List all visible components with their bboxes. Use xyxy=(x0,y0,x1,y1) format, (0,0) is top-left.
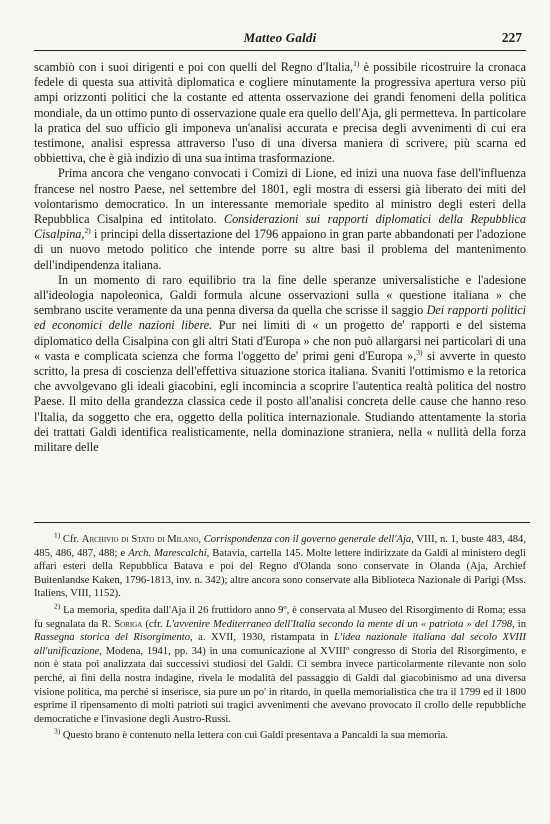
footnote-3: $^{3)}$ Questo brano è contenuto nella lettera con cui Galdi presentava a Pancaldi la sua memoria. xyxy=(54,726,448,742)
paragraph: In un momento di raro equilibrio tra la fine delle speranze universalistiche e l'adesione all'ideologia napoleonica, Galdi formula alcune osservazioni sulla « questione italiana » che sembrano uscite veramente da una penna diversa da quella che scrisse il saggio Dei rapporti politici ed economici delle nazioni libere. Pur nei limiti di « un progetto de' rapporti e del sistema diplomatico della Cisalpina con gli altri Stati d'Europa » che non può allargarsi nei particolari di una « vasta e complicata scienza che forma l'oggetto de' primi geni d'Europa »,$^{3)}$ si avverte in questo scritto, la presa di coscienza dell'effettiva situazione storica italiana. Svaniti l'ottimismo e la retorica che avvolgevano gli ideali giacobini, egli incomincia a scoprire l'autentica realtà politica del nostro Paese. Il mito della grandezza classica cede il posto all'analisi concreta delle cause che hanno reso l'Italia, da soggetto che era, oggetto della politica internazionale. Studiando attentamente la storia dei trattati Galdi identifica realisticamente, nella dominazione straniera, nella « nullità della forza militare delle xyxy=(34,272,527,455)
running-head-author: Matteo Galdi xyxy=(243,30,317,45)
footnote-ref: 3) xyxy=(416,347,423,357)
essay-title: Dei rapporti politici ed economici delle nazioni libere. xyxy=(34,303,527,333)
paragraph: Prima ancora che vengano convocati i Comizi di Lione, ed inizi una nuova fase dell'influenza francese nel nostro Paese, nel settembre del 1801, egli mostra di essersi già liberato dei miti del volontarismo democratico. In un interessante memoriale spedito al ministro degli esteri della Repubblica Cisalpina ed intitolato. Considerazioni sui rapporti diplomatici della Repubblica Cisalpina,$^{2)}$ i principi della dissertazione del 1796 appaiono in gran parte abbandonati per l'adozione di un nuovo metodo politico che intende porre su altre basi il problema del mantenimento dell'indipendenza italiana. xyxy=(34,166,526,272)
footnote-ref: 1) xyxy=(353,58,360,68)
main-text xyxy=(34,60,526,455)
paragraph: scambiò con i suoi dirigenti e poi con quelli del Regno d'Italia,$^{1)}$ è possibile ricostruire la cronaca fedele di questa sua attività diplomatica e cogliere minutamente la progressiva apertura verso più ampi orizzonti politici che la costante ed attenta osservazione dei grandi fenomeni della politica mondiale, da un ottimo punto di osservazione quale era quello dell'Aja, gli permetteva. In particolare la pratica del suo ufficio gli imponeva un'analisi accurata e precisa degli avvenimenti di cui era testimone, analisi espressa attraverso l'uso di una diversa maniera di scrivere, più scarna ed obbiettiva, che è già indizio di una sua intima trasformazione. xyxy=(34,58,526,166)
memoir-title: Considerazioni sui rapporti diplomatici della Repubblica Cisalpina, xyxy=(34,212,526,242)
footnote-ref: 2) xyxy=(84,226,91,236)
page-number: 227 xyxy=(501,30,522,45)
footnotes xyxy=(34,530,527,746)
footnote-2: $^{2)}$ La memoria, spedita dall'Aja il 26 fruttidoro anno 9º, è conservata al Museo del Risorgimento di Roma; essa fu segnalata da R. Soriga (cfr. L'avvenire Mediterraneo dell'Italia secondo la mente di un « patriota » del 1798, in Rassegna storica del Risorgimento, a. XVII, 1930, ristampata in L'idea nazionale italiana dal secolo XVIII all'unificazione, Modena, 1941, pp. 34) in una comunicazione al XVIIIº congresso di Storia del Risorgimento, e non è stata poi analizzata dai successivi studiosi del Galdi. Ci sembra invece particolarmente rilevante non solo perché, ai fini della nostra indagine, rivela le modalità del passaggio di Galdi dal giacobinismo ad una diversa visione politica, ma perché si inserisce, sia pure un po' in ritardo, in quella memorialistica che tra il 1799 ed il 1800 esprime il ripensamento di molti patrioti sui tragici avvenimenti che avevano provocato il crollo delle repubbliche democratiche e l'invasione degli Austro-Russi. xyxy=(34,601,527,725)
footnote-rule xyxy=(34,522,530,523)
running-header xyxy=(34,30,526,48)
header-rule xyxy=(34,50,526,51)
footnote-1: $^{1)}$ Cfr. Archivio di Stato di Milano, Corrispondenza con il governo generale dell'Aja, VIII, n. 1, buste 483, 484, 485, 486, 487, 488; e Arch. Marescalchi, Batavia, cartella 145. Molte lettere indirizzate da Galdi al ministero degli affari esteri della Repubblica Batava e poi del Regno d'Olanda sono conservate in Olanda (Aja, Archief Buitenlandse Kaken, 1796-1813, inv. n. 342); altre ancora sono conservate alla Biblioteca Nazionale di Parigi (Mss. Italiens, VIII, 1152). xyxy=(34,530,526,600)
